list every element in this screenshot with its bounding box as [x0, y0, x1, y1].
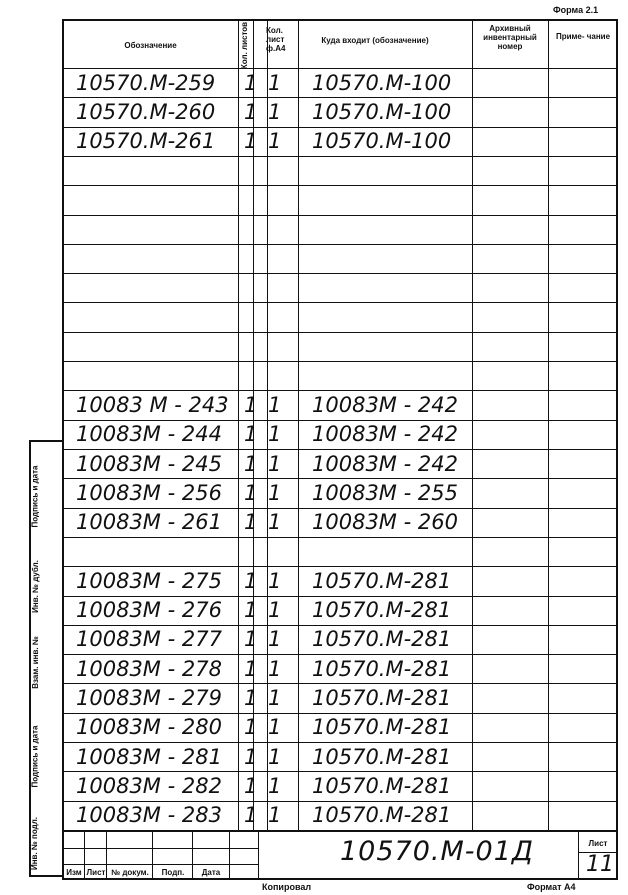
- cell-sheets: 1: [244, 422, 258, 447]
- cell-sheets-a4: 1: [268, 656, 282, 681]
- cell-designation: 10083М - 261: [76, 510, 222, 535]
- side-label-replace-inv-text: Взам. инв. №: [30, 635, 40, 689]
- cell-sheets: 1: [244, 393, 258, 418]
- table-row: [62, 97, 618, 126]
- cell-used-in: 10083М - 255: [312, 480, 458, 505]
- cell-designation: 10083М - 276: [76, 598, 222, 623]
- cell-sheets-a4: 1: [268, 686, 282, 711]
- table-row: [62, 683, 618, 712]
- table-row: [62, 742, 618, 771]
- cell-designation: 10083М - 283: [76, 803, 222, 828]
- cell-sheets-a4: 1: [268, 627, 282, 652]
- cell-used-in: 10570.М-281: [312, 803, 452, 828]
- form-label: Форма 2.1: [553, 5, 599, 15]
- cell-designation: 10083М - 281: [76, 744, 222, 769]
- sheet-number: 11: [586, 852, 614, 877]
- cell-designation: 10083М - 277: [76, 627, 222, 652]
- cell-sheets: 1: [244, 656, 258, 681]
- table-row: [62, 244, 618, 273]
- cell-used-in: 10570.М-281: [312, 627, 452, 652]
- title-col-izm: Изм: [66, 868, 82, 877]
- table-row: [62, 332, 618, 361]
- cell-sheets-a4: 1: [268, 774, 282, 799]
- cell-sheets: 1: [244, 774, 258, 799]
- cell-sheets-a4: 1: [268, 393, 282, 418]
- cell-sheets: 1: [244, 480, 258, 505]
- cell-designation: 10570.М-260: [76, 99, 216, 124]
- side-label-sign-date-bottom: [29, 702, 41, 810]
- side-label-replace-inv: [29, 622, 41, 702]
- cell-sheets: 1: [244, 686, 258, 711]
- cell-used-in: 10570.М-281: [312, 568, 452, 593]
- cell-sheets: 1: [244, 129, 258, 154]
- table-row: [62, 625, 618, 654]
- cell-used-in: 10570.М-281: [312, 656, 452, 681]
- table-row: [62, 566, 618, 595]
- title-col-doc: № докум.: [111, 868, 149, 877]
- cell-sheets-a4: 1: [268, 451, 282, 476]
- cell-designation: 10083М - 278: [76, 656, 222, 681]
- cell-sheets-a4: 1: [268, 99, 282, 124]
- cell-sheets: 1: [244, 744, 258, 769]
- table-row: [62, 68, 618, 97]
- cell-sheets: 1: [244, 715, 258, 740]
- cell-used-in: 10570.М-281: [312, 686, 452, 711]
- cell-used-in: 10570.М-100: [312, 70, 452, 95]
- cell-sheets-a4: 1: [268, 744, 282, 769]
- cell-used-in: 10570.М-281: [312, 598, 452, 623]
- cell-sheets: 1: [244, 510, 258, 535]
- cell-sheets: 1: [244, 803, 258, 828]
- cell-sheets-a4: 1: [268, 715, 282, 740]
- cell-sheets: 1: [244, 598, 258, 623]
- table-row: [62, 537, 618, 566]
- document-code: 10570.М-01Д: [340, 836, 534, 867]
- table-row: [62, 596, 618, 625]
- cell-designation: 10570.М-261: [76, 129, 216, 154]
- cell-sheets-a4: 1: [268, 422, 282, 447]
- table-row: [62, 654, 618, 683]
- header-used-in: Куда входит (обозначение): [321, 36, 429, 45]
- cell-used-in: 10083М - 242: [312, 393, 458, 418]
- cell-sheets-a4: 1: [268, 510, 282, 535]
- cell-used-in: 10083М - 242: [312, 451, 458, 476]
- table-row: [62, 361, 618, 390]
- title-block-divider: [258, 830, 259, 880]
- cell-used-in: 10570.М-100: [312, 129, 452, 154]
- table-row: [62, 508, 618, 537]
- cell-sheets: 1: [244, 568, 258, 593]
- cell-designation: 10083М - 275: [76, 568, 222, 593]
- cell-designation: 10083М - 282: [76, 774, 222, 799]
- side-label-sign-date-top-text: Подпись и дата: [30, 465, 40, 527]
- header-sheets-a4: Кол. лист ф.А4: [266, 26, 286, 53]
- cell-sheets-a4: 1: [268, 568, 282, 593]
- cell-sheets-a4: 1: [268, 598, 282, 623]
- cell-used-in: 10083М - 242: [312, 422, 458, 447]
- cell-sheets-a4: 1: [268, 803, 282, 828]
- cell-designation: 10570.М-259: [76, 70, 216, 95]
- side-label-inv-dup-text: Инв. № дубл.: [30, 559, 40, 613]
- sheet-box-divider: [578, 830, 579, 880]
- cell-sheets-a4: 1: [268, 480, 282, 505]
- cell-used-in: 10083М - 260: [312, 510, 458, 535]
- cell-sheets-a4: 1: [268, 129, 282, 154]
- cell-sheets: 1: [244, 70, 258, 95]
- table-row: [62, 215, 618, 244]
- footer-copied: Копировал: [262, 882, 312, 892]
- table-row: [62, 156, 618, 185]
- cell-designation: 10083М - 279: [76, 686, 222, 711]
- side-label-sign-date-top: [29, 442, 41, 550]
- cell-designation: 10083М - 245: [76, 451, 222, 476]
- table-row: [62, 478, 618, 507]
- cell-designation: 10083М - 244: [76, 422, 222, 447]
- cell-designation: 10083М - 280: [76, 715, 222, 740]
- side-label-inv-orig: [29, 810, 41, 876]
- cell-designation: 10083 М - 243: [76, 393, 229, 418]
- cell-sheets: 1: [244, 99, 258, 124]
- header-sheets-count: [238, 22, 252, 68]
- cell-designation: 10083М - 256: [76, 480, 222, 505]
- cell-sheets: 1: [244, 451, 258, 476]
- table-row: [62, 420, 618, 449]
- cell-used-in: 10570.М-281: [312, 774, 452, 799]
- side-label-sign-date-bottom-text: Подпись и дата: [30, 725, 40, 787]
- title-col-list: Лист: [86, 868, 106, 877]
- title-col-date: Дата: [201, 868, 221, 877]
- table-row: [62, 302, 618, 331]
- table-row: [62, 185, 618, 214]
- title-col-sign: Подп.: [161, 868, 185, 877]
- tb-col-5: [229, 830, 230, 880]
- table-row: [62, 771, 618, 800]
- table-row: [62, 390, 618, 419]
- cell-used-in: 10570.М-281: [312, 715, 452, 740]
- header-note: Приме- чание: [555, 32, 611, 41]
- table-row: [62, 713, 618, 742]
- side-label-inv-dup: [29, 550, 41, 622]
- header-designation: Обозначение: [124, 41, 177, 50]
- header-sheets-count-text: Кол. листов: [240, 21, 250, 69]
- sheet-label: Лист: [588, 839, 608, 848]
- side-label-inv-orig-text: Инв. № подл.: [30, 816, 40, 870]
- cell-used-in: 10570.М-100: [312, 99, 452, 124]
- header-archive-no: Архивный инвентарный номер: [483, 24, 537, 51]
- table-row: [62, 127, 618, 156]
- table-row: [62, 801, 618, 830]
- cell-sheets-a4: 1: [268, 70, 282, 95]
- footer-format: Формат А4: [527, 882, 576, 892]
- cell-sheets: 1: [244, 627, 258, 652]
- table-row: [62, 273, 618, 302]
- cell-used-in: 10570.М-281: [312, 744, 452, 769]
- table-row: [62, 449, 618, 478]
